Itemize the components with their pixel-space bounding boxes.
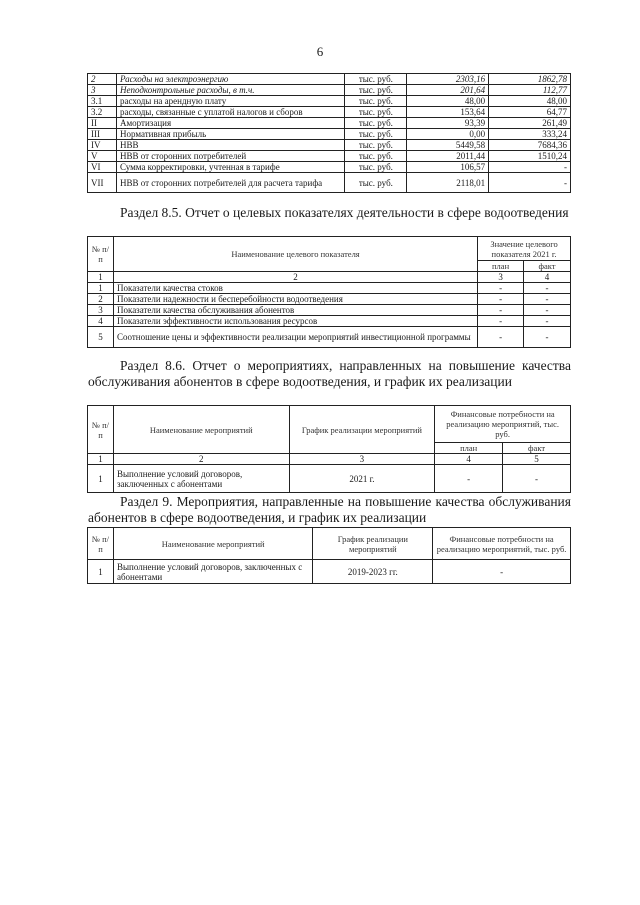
row-num: 3.1	[88, 96, 117, 107]
activities-report-table	[87, 405, 571, 493]
table-row	[88, 118, 571, 129]
row-plan: 5449,58	[407, 140, 489, 151]
row-num: III	[88, 129, 117, 140]
indicator-fact: -	[524, 316, 571, 327]
row-num: 2	[88, 74, 117, 85]
activity-finance: -	[433, 560, 571, 584]
section-9-title: Раздел 9. Мероприятия, направленные на повышение качества обслуживания абонентов в сфере водоотведения, и график их реализации	[88, 494, 571, 525]
table-row	[88, 173, 571, 193]
indicator-plan: -	[478, 283, 524, 294]
row-name: Нормативная прибыль	[116, 129, 344, 140]
indicator-plan: -	[478, 316, 524, 327]
activity-plan: -	[435, 465, 503, 493]
row-unit: тыс. руб.	[345, 96, 407, 107]
indicator-name: Показатели эффективности использования ресурсов	[113, 316, 477, 327]
index-cell: 1	[88, 272, 114, 283]
row-name: НВВ от сторонних потребителей для расчета тарифа	[116, 173, 344, 193]
row-plan: 2118,01	[407, 173, 489, 193]
row-fact: 48,00	[489, 96, 571, 107]
activity-name: Выполнение условий договоров, заключенных с абонентами	[113, 465, 289, 493]
row-unit: тыс. руб.	[345, 118, 407, 129]
table-row	[88, 162, 571, 173]
row-plan: 2303,16	[407, 74, 489, 85]
row-fact: 333,24	[489, 129, 571, 140]
index-cell: 3	[478, 272, 524, 283]
row-name: расходы, связанные с уплатой налогов и сборов	[116, 107, 344, 118]
target-indicators-table	[87, 236, 571, 348]
table-row	[88, 327, 571, 348]
row-plan: 201,64	[407, 85, 489, 96]
header-num: № п/п	[88, 406, 114, 454]
activities-plan-table	[87, 527, 571, 584]
header-plan: план	[478, 261, 524, 272]
row-plan: 106,57	[407, 162, 489, 173]
row-unit: тыс. руб.	[345, 173, 407, 193]
row-plan: 2011,44	[407, 151, 489, 162]
row-plan: 153,64	[407, 107, 489, 118]
row-unit: тыс. руб.	[345, 129, 407, 140]
indicator-name: Показатели надежности и бесперебойности водоотведения	[113, 294, 477, 305]
row-name: НВВ от сторонних потребителей	[116, 151, 344, 162]
header-finance: Финансовые потребности на реализацию мероприятий, тыс. руб.	[435, 406, 571, 443]
index-cell: 3	[289, 454, 435, 465]
row-num: 3	[88, 85, 117, 96]
indicator-plan: -	[478, 305, 524, 316]
table-row	[88, 129, 571, 140]
activity-schedule: 2019-2023 гг.	[313, 560, 433, 584]
row-num: 3.2	[88, 107, 117, 118]
row-num: VII	[88, 173, 117, 193]
row-num: 3	[88, 305, 114, 316]
index-cell: 4	[435, 454, 503, 465]
table-row	[88, 85, 571, 96]
header-indicator-name: Наименование целевого показателя	[113, 237, 477, 272]
row-num: IV	[88, 140, 117, 151]
header-activity-name: Наименование мероприятий	[113, 406, 289, 454]
row-plan: 93,39	[407, 118, 489, 129]
indicator-name: Показатели качества обслуживания абонентов	[113, 305, 477, 316]
index-cell: 1	[88, 454, 114, 465]
row-num: 1	[88, 560, 114, 584]
row-unit: тыс. руб.	[345, 85, 407, 96]
activity-name: Выполнение условий договоров, заключенных с абонентами	[113, 560, 313, 584]
row-unit: тыс. руб.	[345, 140, 407, 151]
row-num: 2	[88, 294, 114, 305]
indicator-fact: -	[524, 294, 571, 305]
indicator-fact: -	[524, 283, 571, 294]
table-row	[88, 96, 571, 107]
row-name: Сумма корректировки, учтенная в тарифе	[116, 162, 344, 173]
indicator-fact: -	[524, 305, 571, 316]
indicator-plan: -	[478, 294, 524, 305]
activity-schedule: 2021 г.	[289, 465, 435, 493]
table-row	[88, 316, 571, 327]
row-fact: 7684,36	[489, 140, 571, 151]
row-fact: 1862,78	[489, 74, 571, 85]
financial-table	[87, 73, 571, 193]
index-cell: 5	[503, 454, 571, 465]
index-cell: 4	[524, 272, 571, 283]
row-num: V	[88, 151, 117, 162]
row-plan: 0,00	[407, 129, 489, 140]
index-cell: 2	[113, 454, 289, 465]
indicator-plan: -	[478, 327, 524, 348]
header-activity-name: Наименование мероприятий	[113, 528, 313, 560]
row-unit: тыс. руб.	[345, 162, 407, 173]
indicator-fact: -	[524, 327, 571, 348]
table-row	[88, 294, 571, 305]
indicator-name: Соотношение цены и эффективности реализации мероприятий инвестиционной программы	[113, 327, 477, 348]
row-name: Расходы на электроэнергию	[116, 74, 344, 85]
row-fact: 1510,24	[489, 151, 571, 162]
page-number: 6	[316, 44, 324, 59]
row-fact: -	[489, 162, 571, 173]
index-cell: 2	[113, 272, 477, 283]
header-indicator-value: Значение целевого показателя 2021 г.	[478, 237, 571, 261]
row-num: VI	[88, 162, 117, 173]
header-schedule: График реализации мероприятий	[289, 406, 435, 454]
header-fact: факт	[503, 443, 571, 454]
table-row	[88, 305, 571, 316]
indicator-name: Показатели качества стоков	[113, 283, 477, 294]
activity-fact: -	[503, 465, 571, 493]
row-name: Амортизация	[116, 118, 344, 129]
header-num: № п/п	[88, 237, 114, 272]
row-fact: 261,49	[489, 118, 571, 129]
table-row	[88, 140, 571, 151]
header-fact: факт	[524, 261, 571, 272]
row-plan: 48,00	[407, 96, 489, 107]
row-num: 4	[88, 316, 114, 327]
row-fact: -	[489, 173, 571, 193]
table-row	[88, 107, 571, 118]
row-name: Неподконтрольные расходы, в т.ч.	[116, 85, 344, 96]
header-plan: план	[435, 443, 503, 454]
row-unit: тыс. руб.	[345, 107, 407, 118]
section-8-5-title: Раздел 8.5. Отчет о целевых показателях деятельности в сфере водоотведения	[120, 205, 569, 220]
row-fact: 112,77	[489, 85, 571, 96]
section-8-6-title: Раздел 8.6. Отчет о мероприятиях, направленных на повышение качества обслуживания абонентов в сфере водоотведения, и график их реализации	[88, 358, 571, 389]
header-schedule: График реализации мероприятий	[313, 528, 433, 560]
row-num: II	[88, 118, 117, 129]
row-name: НВВ	[116, 140, 344, 151]
table-row	[88, 74, 571, 85]
header-num: № п/п	[88, 528, 114, 560]
row-unit: тыс. руб.	[345, 151, 407, 162]
row-num: 1	[88, 465, 114, 493]
row-name: расходы на арендную плату	[116, 96, 344, 107]
table-row	[88, 151, 571, 162]
row-num: 1	[88, 283, 114, 294]
header-finance: Финансовые потребности на реализацию мероприятий, тыс. руб.	[433, 528, 571, 560]
row-unit: тыс. руб.	[345, 74, 407, 85]
row-num: 5	[88, 327, 114, 348]
row-fact: 64,77	[489, 107, 571, 118]
table-row	[88, 283, 571, 294]
